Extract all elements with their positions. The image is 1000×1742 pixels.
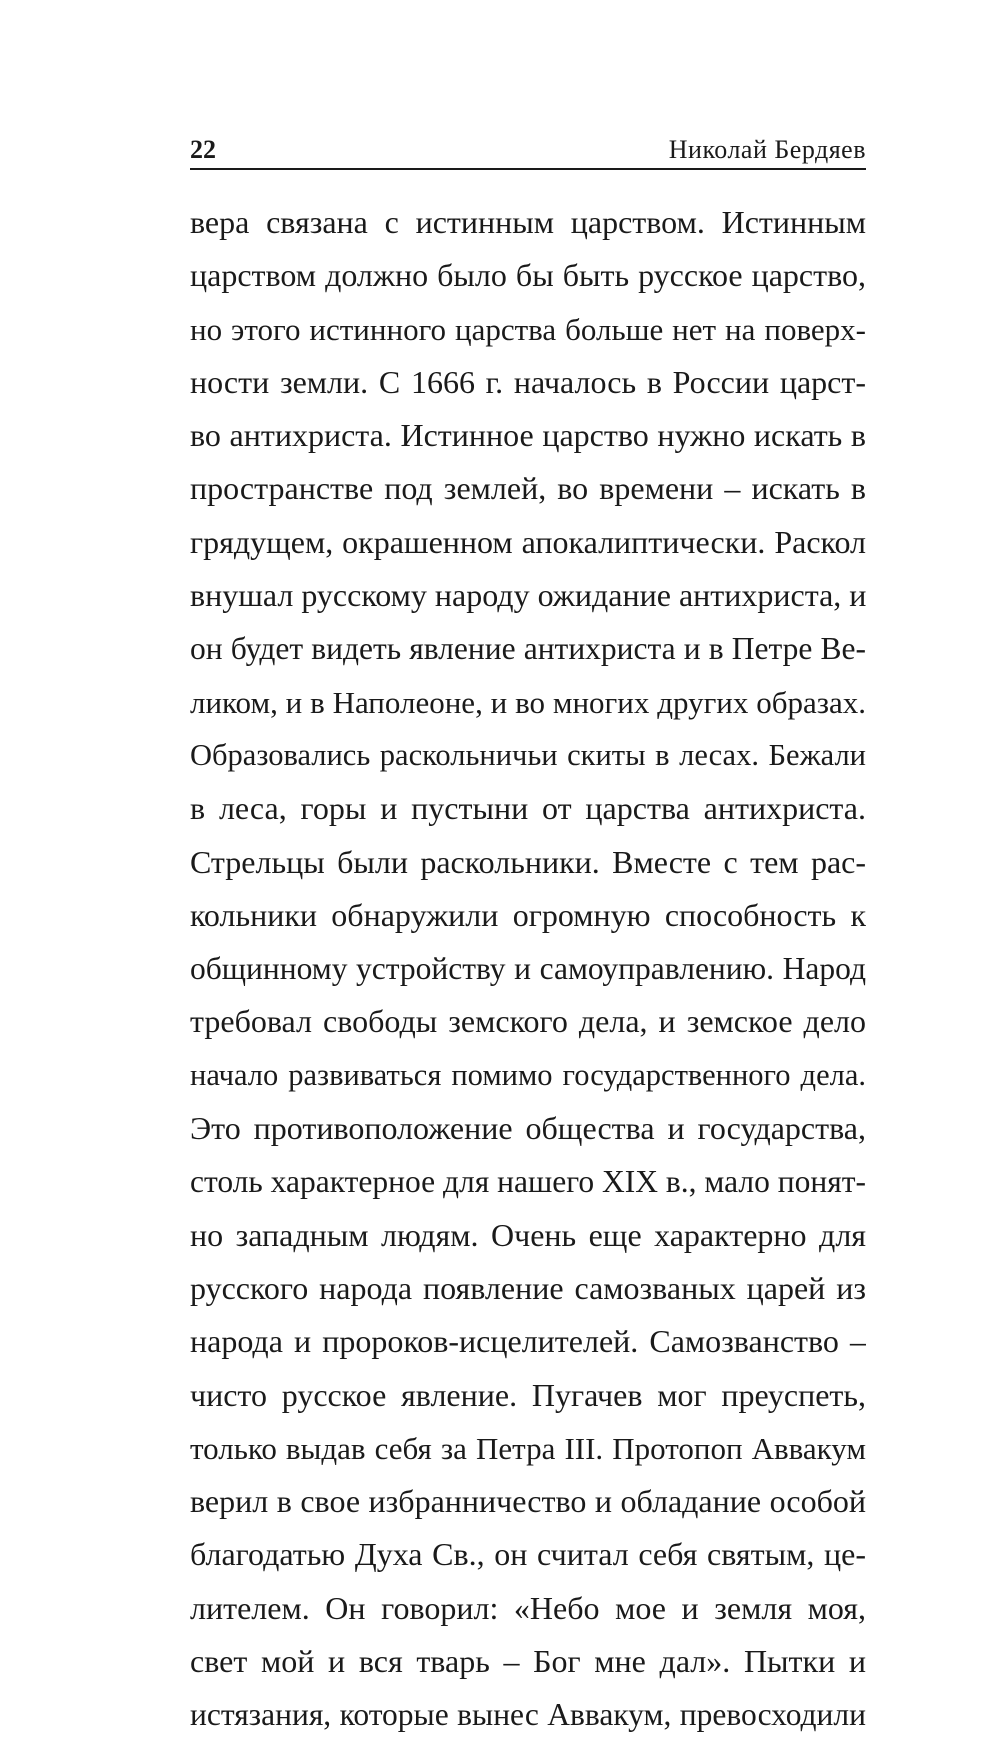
text-line: но западным людям. Очень еще характерно для bbox=[190, 1216, 866, 1253]
text-line: свет мой и вся тварь – Бог мне дал». Пытки и bbox=[190, 1643, 866, 1680]
text-line: внушал русскому народу ожидание антихриста, и bbox=[190, 577, 866, 614]
text-line: вера связана с истинным царством. Истинным bbox=[190, 204, 866, 240]
text-line: начало развиваться помимо государственного дела. bbox=[190, 1057, 866, 1092]
text-line: кольники обнаружили огромную способность к bbox=[190, 896, 866, 933]
running-head-author: Николай Бердяев bbox=[668, 135, 866, 164]
text-line: грядущем, окрашенном апокалиптически. Раскол bbox=[190, 523, 866, 560]
text-line: Это противоположение общества и государства, bbox=[190, 1110, 866, 1147]
text-line: чисто русское явление. Пугачев мог преуспеть, bbox=[190, 1376, 866, 1413]
body-text bbox=[190, 196, 866, 1742]
text-line: в леса, горы и пустыни от царства антихриста. bbox=[190, 790, 866, 827]
text-line: ликом, и в Наполеоне, и во многих других образах. bbox=[190, 684, 866, 720]
text-line: столь характерное для нашего XIX в., мало понят- bbox=[190, 1164, 866, 1200]
text-line: царством должно было бы быть русское царство, bbox=[190, 257, 866, 294]
text-line: ности земли. С 1666 г. началось в России царст- bbox=[190, 363, 866, 400]
header-rule bbox=[190, 168, 866, 170]
text-line: лителем. Он говорил: «Небо мое и земля моя, bbox=[190, 1589, 866, 1626]
text-line: истязания, которые вынес Аввакум, превосходили bbox=[190, 1697, 866, 1733]
page-number: 22 bbox=[190, 135, 216, 164]
text-line: верил в свое избранничество и обладание особой bbox=[190, 1483, 866, 1520]
text-line: он будет видеть явление антихриста и в Петре Ве- bbox=[190, 631, 866, 667]
page-header bbox=[190, 130, 866, 170]
text-line: Стрельцы были раскольники. Вместе с тем рас- bbox=[190, 843, 866, 880]
text-line: Образовались раскольничьи скиты в лесах. Бежали bbox=[190, 737, 866, 772]
text-line: требовал свободы земского дела, и земское дело bbox=[190, 1003, 866, 1040]
text-line: русского народа появление самозваных царей из bbox=[190, 1269, 866, 1306]
text-line: но этого истинного царства больше нет на поверх- bbox=[190, 311, 866, 347]
text-line: пространстве под землей, во времени – искать в bbox=[190, 470, 866, 507]
text-line: народа и пророков-исцелителей. Самозванство – bbox=[190, 1323, 866, 1360]
text-line: во антихриста. Истинное царство нужно искать в bbox=[190, 417, 866, 454]
text-line: только выдав себя за Петра III. Протопоп Аввакум bbox=[190, 1430, 866, 1466]
text-line: благодатью Духа Св., он считал себя святым, це- bbox=[190, 1536, 866, 1573]
text-line: общинному устройству и самоуправлению. Народ bbox=[190, 951, 866, 987]
